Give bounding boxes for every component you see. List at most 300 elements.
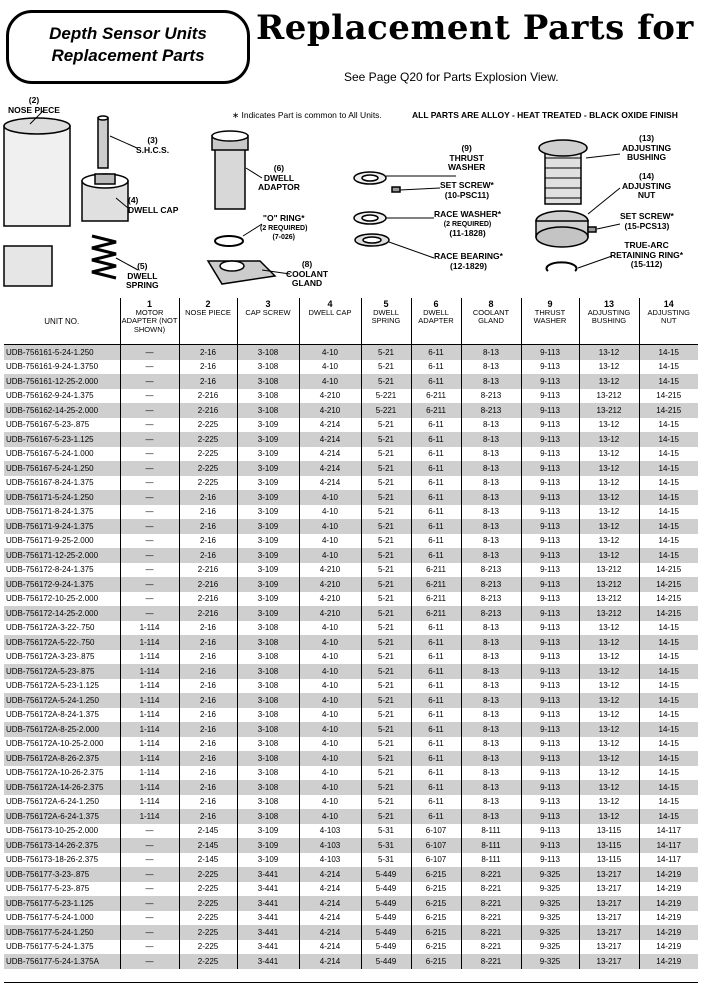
part-number-cell: 6-215 — [411, 882, 461, 897]
table-row — [4, 838, 698, 853]
part-number-cell: 5-21 — [361, 519, 411, 534]
part-number-cell: 3-441 — [237, 911, 299, 926]
part-number-cell: 8-13 — [461, 534, 521, 549]
part-number-cell: — — [120, 389, 179, 404]
part-number-cell: 2-16 — [179, 650, 237, 665]
part-number-cell: 3-109 — [237, 476, 299, 491]
part-number-cell: 5-21 — [361, 708, 411, 723]
part-number-cell: 5-449 — [361, 896, 411, 911]
part-number-cell: 13-12 — [579, 664, 639, 679]
part-number-cell: 2-225 — [179, 896, 237, 911]
unit-number-cell: UDB-756171-8-24-1.375 — [6, 507, 94, 517]
part-number-cell: 4-103 — [299, 853, 361, 868]
part-number-cell: 8-13 — [461, 476, 521, 491]
column-number: 8 — [488, 299, 494, 309]
part-number-cell: 3-108 — [237, 389, 299, 404]
table-row — [4, 606, 698, 621]
unit-number-cell: UDB-756162-14-25-2.000 — [4, 403, 120, 418]
part-number-cell: 9-325 — [521, 867, 579, 882]
part-number-cell: 5-21 — [361, 621, 411, 636]
column-header-9 — [521, 298, 579, 345]
unit-number-cell: UDB-756173-18-26-2.375 — [6, 855, 99, 865]
label-shcs: (3) S.H.C.S. — [136, 135, 170, 155]
part-number-cell: 13-12 — [579, 490, 639, 505]
column-number: 3 — [265, 299, 271, 309]
part-number-cell: 5-21 — [361, 577, 411, 592]
unit-number-cell: UDB-756172-10-25-2.000 — [6, 594, 99, 604]
part-number-cell: 3-109 — [237, 592, 299, 607]
page-title: Replacement Parts for — [256, 8, 694, 48]
badge-line-1: Depth Sensor Units — [49, 24, 207, 43]
unit-number-cell: UDB-756172A-14-26-2.375 — [4, 780, 120, 795]
part-number-cell: 14-15 — [639, 461, 698, 476]
part-number-cell: 3-109 — [237, 563, 299, 578]
unit-number-cell: UDB-756171-5-24-1.250 — [4, 490, 120, 505]
part-number-cell: — — [120, 882, 179, 897]
part-number-cell: 5-21 — [361, 650, 411, 665]
section-badge — [6, 10, 250, 84]
part-number-cell: — — [120, 911, 179, 926]
part-number-cell: 5-21 — [361, 476, 411, 491]
part-number-cell: 4-10 — [299, 766, 361, 781]
part-number-cell: 3-109 — [237, 519, 299, 534]
part-number-cell: 14-219 — [639, 954, 698, 969]
part-number-cell: 13-217 — [579, 882, 639, 897]
part-number-cell: 13-12 — [579, 679, 639, 694]
part-number-cell: 5-449 — [361, 911, 411, 926]
part-number-cell: 9-113 — [521, 403, 579, 418]
label-dwell-adaptor: (6) DWELL ADAPTOR — [258, 163, 300, 192]
part-number-cell: 6-107 — [411, 838, 461, 853]
part-number-cell: 4-214 — [299, 925, 361, 940]
part-number-cell: 5-21 — [361, 635, 411, 650]
part-number-cell: 2-225 — [179, 911, 237, 926]
part-number-cell: 2-216 — [179, 563, 237, 578]
part-number-cell: 9-325 — [521, 940, 579, 955]
part-number-cell: 9-113 — [521, 795, 579, 810]
table-row — [4, 809, 698, 824]
part-number-cell: 5-21 — [361, 374, 411, 389]
part-number-cell: 9-113 — [521, 838, 579, 853]
part-number-cell: 2-16 — [179, 519, 237, 534]
column-header-unit-no — [4, 298, 120, 345]
part-number-cell: 9-113 — [521, 853, 579, 868]
part-number-cell: 13-12 — [579, 534, 639, 549]
column-label: CAP SCREW — [245, 307, 291, 317]
table-row — [4, 650, 698, 665]
part-number-cell: 14-215 — [639, 606, 698, 621]
part-number-cell: 14-219 — [639, 940, 698, 955]
part-number-cell: 5-21 — [361, 722, 411, 737]
table-row — [4, 490, 698, 505]
unit-number-cell: UDB-756171-9-24-1.375 — [4, 519, 120, 534]
part-number-cell: 5-21 — [361, 432, 411, 447]
unit-number-cell: UDB-756171-12-25-2.000 — [4, 548, 120, 563]
part-number-cell: 9-113 — [521, 708, 579, 723]
part-number-cell: 13-12 — [579, 374, 639, 389]
unit-number-cell: UDB-756161-9-24-1.3750 — [6, 362, 99, 372]
part-number-cell: 4-214 — [299, 882, 361, 897]
part-number-cell: 6-11 — [411, 766, 461, 781]
part-number-cell: 5-21 — [361, 548, 411, 563]
part-number-cell: 13-212 — [579, 592, 639, 607]
table-row — [4, 722, 698, 737]
part-number-cell: 2-225 — [179, 418, 237, 433]
part-number-cell: 2-216 — [179, 403, 237, 418]
part-number-cell: 5-21 — [361, 664, 411, 679]
part-number-cell: 14-15 — [639, 374, 698, 389]
part-number-cell: 14-117 — [639, 853, 698, 868]
part-number-cell: 4-10 — [299, 374, 361, 389]
table-row — [4, 505, 698, 520]
part-number-cell: 9-325 — [521, 954, 579, 969]
unit-number-cell: UDB-756172A-5-22-.750 — [4, 635, 120, 650]
part-number-cell: 2-225 — [179, 447, 237, 462]
part-number-cell: 2-16 — [179, 490, 237, 505]
unit-number-cell: UDB-756172A-10-26-2.375 — [6, 768, 104, 778]
part-number-cell: 2-145 — [179, 838, 237, 853]
part-number-cell: 5-21 — [361, 360, 411, 375]
part-number-cell: 9-113 — [521, 447, 579, 462]
part-number-cell: 9-113 — [521, 635, 579, 650]
part-number-cell: 14-219 — [639, 867, 698, 882]
column-number: 5 — [383, 299, 389, 309]
part-number-cell: 6-211 — [411, 403, 461, 418]
unit-number-cell: UDB-756172-9-24-1.375 — [4, 577, 120, 592]
part-number-cell: 1-114 — [120, 664, 179, 679]
unit-number-cell: UDB-756173-14-26-2.375 — [4, 838, 120, 853]
part-number-cell: 3-109 — [237, 824, 299, 839]
part-number-cell: 8-13 — [461, 447, 521, 462]
part-number-cell: 8-13 — [461, 780, 521, 795]
part-number-cell: 8-13 — [461, 650, 521, 665]
part-number-cell: 4-10 — [299, 751, 361, 766]
part-number-cell: 13-212 — [579, 403, 639, 418]
table-row — [4, 592, 698, 607]
column-label: DWELL SPRING — [371, 307, 401, 325]
part-number-cell: 8-221 — [461, 940, 521, 955]
column-label: UNIT NO. — [44, 316, 80, 326]
part-number-cell: 3-108 — [237, 722, 299, 737]
part-number-cell: 14-117 — [639, 824, 698, 839]
part-number-cell: 9-113 — [521, 809, 579, 824]
column-label: DWELL ADAPTER — [418, 307, 454, 325]
part-number-cell: — — [120, 896, 179, 911]
unit-number-cell: UDB-756172-14-25-2.000 — [4, 606, 120, 621]
part-number-cell: 8-13 — [461, 621, 521, 636]
part-number-cell: — — [120, 867, 179, 882]
part-number-cell: 1-114 — [120, 809, 179, 824]
part-number-cell: 9-113 — [521, 650, 579, 665]
part-number-cell: 4-10 — [299, 360, 361, 375]
part-number-cell: 8-213 — [461, 403, 521, 418]
column-label: MOTOR ADAPTER (NOT SHOWN) — [121, 307, 178, 334]
part-number-cell: 2-225 — [179, 461, 237, 476]
part-number-cell: 4-214 — [299, 896, 361, 911]
part-number-cell: 8-213 — [461, 389, 521, 404]
part-number-cell: 9-113 — [521, 563, 579, 578]
part-number-cell: — — [120, 345, 179, 360]
part-number-cell: 9-113 — [521, 780, 579, 795]
part-number-cell: 13-217 — [579, 940, 639, 955]
column-header-13 — [579, 298, 639, 345]
part-number-cell: 4-10 — [299, 679, 361, 694]
part-number-cell: 14-15 — [639, 679, 698, 694]
table-row — [4, 751, 698, 766]
part-number-cell: 13-12 — [579, 519, 639, 534]
part-number-cell: 4-210 — [299, 563, 361, 578]
part-number-cell: 3-109 — [237, 447, 299, 462]
unit-number-cell: UDB-756167-5-24-1.250 — [4, 461, 120, 476]
part-number-cell: 5-449 — [361, 867, 411, 882]
part-number-cell: 9-113 — [521, 592, 579, 607]
part-number-cell: 6-11 — [411, 635, 461, 650]
part-number-cell: 6-11 — [411, 476, 461, 491]
table-row — [4, 476, 698, 491]
part-number-cell: 4-210 — [299, 592, 361, 607]
part-number-cell: 14-15 — [639, 664, 698, 679]
part-number-cell: — — [120, 940, 179, 955]
part-number-cell: 8-221 — [461, 911, 521, 926]
part-number-cell: 14-15 — [639, 693, 698, 708]
column-number: 6 — [433, 299, 439, 309]
part-number-cell: 5-21 — [361, 490, 411, 505]
part-number-cell: 3-108 — [237, 795, 299, 810]
part-number-cell: 9-113 — [521, 722, 579, 737]
part-number-cell: 13-12 — [579, 418, 639, 433]
part-number-cell: 3-109 — [237, 432, 299, 447]
unit-number-cell: UDB-756172A-10-25-2.000 — [6, 739, 104, 749]
part-number-cell: 6-11 — [411, 432, 461, 447]
part-number-cell: 2-16 — [179, 795, 237, 810]
part-number-cell: 5-21 — [361, 809, 411, 824]
part-number-cell: 5-21 — [361, 447, 411, 462]
part-number-cell: 14-219 — [639, 896, 698, 911]
part-number-cell: 8-13 — [461, 432, 521, 447]
table-row — [4, 418, 698, 433]
part-number-cell: 14-215 — [639, 389, 698, 404]
part-number-cell: 2-216 — [179, 606, 237, 621]
part-number-cell: 3-109 — [237, 461, 299, 476]
table-row — [4, 795, 698, 810]
part-number-cell: 2-225 — [179, 867, 237, 882]
part-number-cell: 4-214 — [299, 954, 361, 969]
part-number-cell: 9-113 — [521, 664, 579, 679]
part-number-cell: 3-109 — [237, 853, 299, 868]
part-number-cell: 1-114 — [120, 693, 179, 708]
part-number-cell: 14-219 — [639, 882, 698, 897]
part-number-cell: 2-16 — [179, 693, 237, 708]
part-number-cell: 5-31 — [361, 853, 411, 868]
part-number-cell: 13-12 — [579, 360, 639, 375]
part-number-cell: 2-16 — [179, 360, 237, 375]
table-row — [4, 461, 698, 476]
part-number-cell: 8-13 — [461, 795, 521, 810]
part-number-cell: 4-214 — [299, 447, 361, 462]
part-number-cell: 3-109 — [237, 505, 299, 520]
part-number-cell: 3-441 — [237, 867, 299, 882]
part-number-cell: — — [120, 838, 179, 853]
part-number-cell: 2-225 — [179, 925, 237, 940]
unit-number-cell: UDB-756172A-3-23-.875 — [6, 652, 95, 662]
label-coolant-gland: (8) COOLANT GLAND — [286, 259, 329, 288]
part-number-cell: 8-213 — [461, 592, 521, 607]
table-row — [4, 635, 698, 650]
part-number-cell: 13-217 — [579, 867, 639, 882]
part-number-cell: 9-113 — [521, 432, 579, 447]
part-number-cell: 2-16 — [179, 534, 237, 549]
part-number-cell: 13-12 — [579, 548, 639, 563]
part-number-cell: 13-12 — [579, 809, 639, 824]
part-number-cell: 1-114 — [120, 650, 179, 665]
part-number-cell: 2-225 — [179, 882, 237, 897]
label-nose-piece: (2) NOSE PIECE — [8, 95, 60, 115]
part-number-cell: — — [120, 490, 179, 505]
table-row — [4, 911, 698, 926]
part-number-cell: 1-114 — [120, 766, 179, 781]
part-number-cell: 4-214 — [299, 940, 361, 955]
part-number-cell: 3-108 — [237, 403, 299, 418]
part-number-cell: 14-15 — [639, 505, 698, 520]
part-number-cell: 3-108 — [237, 809, 299, 824]
part-number-cell: — — [120, 954, 179, 969]
part-number-cell: — — [120, 418, 179, 433]
part-number-cell: 9-325 — [521, 925, 579, 940]
part-number-cell: 9-113 — [521, 345, 579, 360]
label-dwell-cap: (4) DWELL CAP — [128, 195, 179, 215]
part-number-cell: 5-31 — [361, 838, 411, 853]
part-number-cell: 14-215 — [639, 403, 698, 418]
part-number-cell: 14-15 — [639, 795, 698, 810]
part-number-cell: 5-21 — [361, 563, 411, 578]
table-row — [4, 519, 698, 534]
part-number-cell: 6-11 — [411, 548, 461, 563]
part-number-cell: 4-10 — [299, 693, 361, 708]
part-number-cell: — — [120, 519, 179, 534]
part-number-cell: 2-16 — [179, 722, 237, 737]
unit-number-cell: UDB-756177-5-23-.875 — [6, 884, 90, 894]
column-label: DWELL CAP — [308, 307, 352, 317]
part-number-cell: 3-441 — [237, 882, 299, 897]
part-number-cell: 6-11 — [411, 534, 461, 549]
unit-number-cell: UDB-756172A-6-24-1.375 — [4, 809, 120, 824]
part-number-cell: 14-15 — [639, 360, 698, 375]
part-number-cell: 14-15 — [639, 447, 698, 462]
part-number-cell: 9-113 — [521, 693, 579, 708]
part-number-cell: 9-113 — [521, 534, 579, 549]
part-number-cell: 8-13 — [461, 418, 521, 433]
part-number-cell: 14-15 — [639, 621, 698, 636]
part-number-cell: 13-12 — [579, 708, 639, 723]
part-number-cell: 9-113 — [521, 418, 579, 433]
part-number-cell: 5-21 — [361, 751, 411, 766]
column-header-6 — [411, 298, 461, 345]
part-number-cell: 14-215 — [639, 577, 698, 592]
unit-number-cell: UDB-756172A-8-24-1.375 — [6, 710, 99, 720]
part-number-cell: 8-13 — [461, 722, 521, 737]
part-number-cell: 9-113 — [521, 519, 579, 534]
part-number-cell: 3-109 — [237, 548, 299, 563]
table-row — [4, 534, 698, 549]
part-number-cell: 13-115 — [579, 853, 639, 868]
part-number-cell: 13-217 — [579, 911, 639, 926]
unit-number-cell: UDB-756167-8-24-1.375 — [6, 478, 94, 488]
part-number-cell: 1-114 — [120, 708, 179, 723]
unit-number-cell: UDB-756172A-5-23-.875 — [4, 664, 120, 679]
column-header-1 — [120, 298, 179, 345]
part-number-cell: — — [120, 461, 179, 476]
unit-number-cell: UDB-756173-10-25-2.000 — [6, 826, 99, 836]
part-number-cell: 1-114 — [120, 722, 179, 737]
page-subtitle: See Page Q20 for Parts Explosion View. — [344, 70, 559, 84]
part-number-cell: 2-16 — [179, 766, 237, 781]
part-number-cell: 13-12 — [579, 476, 639, 491]
part-number-cell: 3-109 — [237, 838, 299, 853]
part-number-cell: 3-108 — [237, 345, 299, 360]
part-number-cell: 2-16 — [179, 679, 237, 694]
unit-number-cell: UDB-756167-5-23-.875 — [6, 420, 90, 430]
part-number-cell: — — [120, 447, 179, 462]
part-number-cell: 2-145 — [179, 824, 237, 839]
table-body — [4, 345, 698, 969]
part-number-cell: 8-221 — [461, 882, 521, 897]
part-number-cell: 4-103 — [299, 838, 361, 853]
part-number-cell: 4-214 — [299, 418, 361, 433]
part-number-cell: 5-31 — [361, 824, 411, 839]
table-row — [4, 954, 698, 969]
part-number-cell: 8-221 — [461, 896, 521, 911]
table-row — [4, 548, 698, 563]
part-number-cell: 2-216 — [179, 389, 237, 404]
part-number-cell: 9-325 — [521, 882, 579, 897]
part-number-cell: 8-13 — [461, 766, 521, 781]
part-number-cell: 13-12 — [579, 693, 639, 708]
part-number-cell: 6-215 — [411, 867, 461, 882]
unit-number-cell: UDB-756177-5-23-1.125 — [4, 896, 120, 911]
part-number-cell: 13-12 — [579, 737, 639, 752]
part-number-cell: 4-214 — [299, 476, 361, 491]
part-number-cell: 14-15 — [639, 780, 698, 795]
part-number-cell: 6-11 — [411, 374, 461, 389]
part-number-cell: 2-216 — [179, 592, 237, 607]
part-number-cell: 4-10 — [299, 635, 361, 650]
unit-number-cell: UDB-756177-5-24-1.375 — [6, 942, 94, 952]
table-row — [4, 867, 698, 882]
part-number-cell: 4-10 — [299, 795, 361, 810]
table-row — [4, 925, 698, 940]
table-row — [4, 940, 698, 955]
column-label: ADJUSTING NUT — [647, 307, 690, 325]
part-number-cell: 8-221 — [461, 867, 521, 882]
part-number-cell: — — [120, 374, 179, 389]
part-number-cell: 5-221 — [361, 403, 411, 418]
part-number-cell: 4-10 — [299, 534, 361, 549]
common-part-note: ∗ Indicates Part is common to All Units. — [232, 110, 382, 120]
unit-number-cell: UDB-756177-3-23-.875 — [4, 867, 120, 882]
table-row — [4, 360, 698, 375]
part-number-cell: 6-11 — [411, 751, 461, 766]
part-number-cell: 6-11 — [411, 621, 461, 636]
part-number-cell: 4-10 — [299, 621, 361, 636]
unit-number-cell: UDB-756161-12-25-2.000 — [4, 374, 120, 389]
part-number-cell: 2-16 — [179, 809, 237, 824]
unit-number-cell: UDB-756167-5-23-1.125 — [4, 432, 120, 447]
part-number-cell: 4-103 — [299, 824, 361, 839]
part-number-cell: 6-11 — [411, 360, 461, 375]
part-number-cell: 3-441 — [237, 925, 299, 940]
table-row — [4, 766, 698, 781]
part-number-cell: 4-10 — [299, 664, 361, 679]
